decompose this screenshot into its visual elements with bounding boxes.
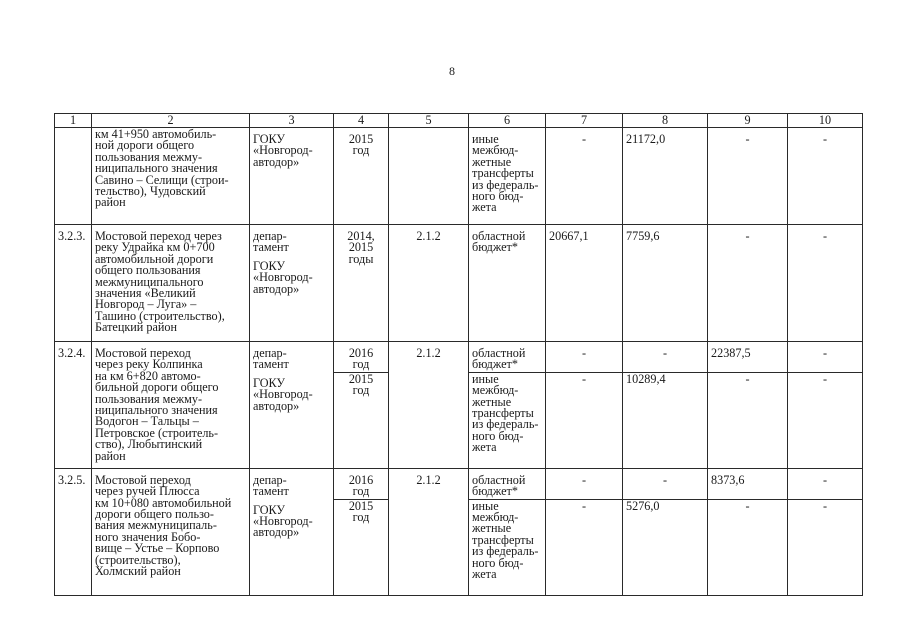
text-line: 2014, <box>347 229 375 243</box>
text-line: автодор» <box>253 398 300 413</box>
executor-cell <box>250 225 334 342</box>
text-line: из федераль- <box>472 544 539 559</box>
row-number-cell: 3.2.4. <box>55 342 92 469</box>
text-line: район <box>95 195 126 210</box>
text-line: из федераль- <box>472 417 539 432</box>
row-number-cell <box>55 128 92 225</box>
object-name-cell <box>92 342 250 469</box>
text-line: год <box>352 484 370 499</box>
text-line: «Новгород- <box>253 514 313 529</box>
text-line: из федераль- <box>472 177 539 192</box>
value-cell: - <box>708 372 788 468</box>
text-line: Мостовой переход через <box>95 229 222 243</box>
value-cell: - <box>788 342 863 373</box>
text-line: через ручей Плюсса <box>95 484 200 499</box>
text-line: иные <box>472 132 499 146</box>
text-line: ГОКУ <box>253 375 286 390</box>
text-line: областной <box>472 472 526 487</box>
executor-cell <box>250 128 334 225</box>
year-cell <box>334 372 389 468</box>
year-cell <box>334 225 389 342</box>
source-cell <box>469 499 546 595</box>
value-cell: 7759,6 <box>623 225 708 342</box>
code-cell: 2.1.2 <box>389 342 469 469</box>
text-line: ГОКУ <box>253 258 286 273</box>
value-cell: 8373,6 <box>708 468 788 499</box>
text-line: «Новгород- <box>253 270 313 285</box>
text-line: жета <box>472 440 497 455</box>
source-cell <box>469 342 546 373</box>
text-line: тамент <box>253 484 289 499</box>
text-line: Савино – Селищи (строи- <box>95 172 229 187</box>
text-line: Ташино (строительство), <box>95 308 225 323</box>
text-line: автомобильной дороги <box>95 251 214 266</box>
text-line: Батецкий район <box>95 320 178 335</box>
text-line: областной <box>472 229 526 243</box>
text-line: депар- <box>253 229 287 243</box>
text-line: пользования межму- <box>95 391 203 406</box>
value-cell: - <box>546 372 623 468</box>
text-line: «Новгород- <box>253 387 313 402</box>
text-line: ниципального значения <box>95 161 218 176</box>
text-line: Водогон – Тальцы – <box>95 414 199 429</box>
text-line: бюджет* <box>472 357 518 372</box>
text-line: пользования межму- <box>95 149 203 164</box>
text-line: ного значения Бобо- <box>95 529 201 544</box>
text-line: дороги общего пользо- <box>95 507 214 522</box>
year-cell <box>334 468 389 499</box>
text-line: жетные <box>472 154 512 169</box>
text-line: межбюд- <box>472 510 519 525</box>
text-line: ного бюд- <box>472 428 524 443</box>
text-line: год <box>352 383 370 398</box>
value-cell: - <box>546 499 623 595</box>
header-cell: 6 <box>469 114 546 128</box>
header-cell: 10 <box>788 114 863 128</box>
text-line: «Новгород- <box>253 143 313 158</box>
header-cell: 5 <box>389 114 469 128</box>
text-line: депар- <box>253 472 287 487</box>
text-line: тамент <box>253 357 289 372</box>
text-line: год <box>352 510 370 525</box>
value-cell: - <box>623 342 708 373</box>
text-line: межбюд- <box>472 383 519 398</box>
program-table <box>54 113 863 596</box>
text-line: ство), Любытинский <box>95 437 203 452</box>
text-line: трансферты <box>472 532 534 547</box>
table-row <box>55 225 863 342</box>
object-name-cell <box>92 468 250 595</box>
source-cell <box>469 468 546 499</box>
value-cell: - <box>546 342 623 373</box>
value-cell: 22387,5 <box>708 342 788 373</box>
text-line: ного бюд- <box>472 555 524 570</box>
table-row <box>55 468 863 499</box>
value-cell: - <box>546 128 623 225</box>
text-line: Мостовой переход <box>95 346 191 360</box>
text-line: значения «Великий <box>95 286 196 301</box>
year-cell <box>334 499 389 595</box>
object-name-cell <box>92 128 250 225</box>
text-line: ГОКУ <box>253 132 286 146</box>
page-number: 8 <box>449 64 455 78</box>
value-cell: - <box>708 225 788 342</box>
source-cell <box>469 225 546 342</box>
text-line: автодор» <box>253 525 300 540</box>
header-cell: 7 <box>546 114 623 128</box>
value-cell: - <box>708 499 788 595</box>
text-line: трансферты <box>472 166 534 181</box>
header-cell: 8 <box>623 114 708 128</box>
text-line: год <box>352 357 370 372</box>
source-cell <box>469 128 546 225</box>
code-cell: 2.1.2 <box>389 468 469 595</box>
value-cell: - <box>788 372 863 468</box>
text-line: Новгород – Луга» – <box>95 297 197 312</box>
text-line: на км 6+820 автомо- <box>95 368 201 383</box>
row-number-cell: 3.2.5. <box>55 468 92 595</box>
text-line: ГОКУ <box>253 502 286 517</box>
value-cell: - <box>788 499 863 595</box>
text-line: межбюд- <box>472 143 519 158</box>
text-line: 2015 <box>348 132 374 146</box>
text-line: ной дороги общего <box>95 138 195 153</box>
text-line: 2015 <box>348 240 374 255</box>
text-line: реку Удрайка км 0+700 <box>95 240 215 255</box>
text-line: (строительство), <box>95 552 181 567</box>
text-line: ного бюд- <box>472 189 524 204</box>
text-line: 2016 <box>348 346 374 360</box>
text-line: бюджет* <box>472 484 518 499</box>
text-line: бюджет* <box>472 240 518 255</box>
value-cell: - <box>788 128 863 225</box>
table-row <box>55 342 863 373</box>
value-cell: - <box>708 128 788 225</box>
year-cell <box>334 342 389 373</box>
header-cell: 9 <box>708 114 788 128</box>
header-row <box>55 114 863 128</box>
text-line: трансферты <box>472 406 534 421</box>
text-line: иные <box>472 372 499 386</box>
text-line: вище – Устье – Корпово <box>95 541 220 556</box>
value-cell: - <box>788 468 863 499</box>
text-line: Холмский район <box>95 564 181 579</box>
executor-cell <box>250 342 334 469</box>
text-line: через реку Колпинка <box>95 357 203 372</box>
text-line: общего пользования <box>95 263 201 278</box>
code-cell: 2.1.2 <box>389 225 469 342</box>
header-cell: 1 <box>55 114 92 128</box>
text-line: межмуниципального <box>95 274 204 289</box>
text-line: км 10+080 автомобильной <box>95 495 232 510</box>
value-cell: - <box>623 468 708 499</box>
row-number-cell: 3.2.3. <box>55 225 92 342</box>
text-line: тамент <box>253 240 289 255</box>
text-line: 2015 <box>348 499 374 513</box>
value-cell: 21172,0 <box>623 128 708 225</box>
year-cell <box>334 128 389 225</box>
text-line: тельство), Чудовский <box>95 184 206 199</box>
text-line: жета <box>472 200 497 215</box>
header-cell: 4 <box>334 114 389 128</box>
value-cell: 5276,0 <box>623 499 708 595</box>
value-cell: - <box>546 468 623 499</box>
text-line: иные <box>472 499 499 513</box>
text-line: областной <box>472 346 526 360</box>
text-line: Мостовой переход <box>95 472 191 487</box>
code-cell <box>389 128 469 225</box>
value-cell: 20667,1 <box>546 225 623 342</box>
text-line: бильной дороги общего <box>95 380 219 395</box>
executor-cell <box>250 468 334 595</box>
value-cell: - <box>788 225 863 342</box>
text-line: жетные <box>472 394 512 409</box>
text-line: жетные <box>472 521 512 536</box>
text-line: км 41+950 автомобиль- <box>95 127 217 141</box>
source-cell <box>469 372 546 468</box>
text-line: вания межмуниципаль- <box>95 518 217 533</box>
text-line: район <box>95 448 126 463</box>
text-line: автодор» <box>253 281 300 296</box>
text-line: 2016 <box>348 472 374 487</box>
text-line: ниципального значения <box>95 403 218 418</box>
text-line: Петровское (строитель- <box>95 425 219 440</box>
text-line: жета <box>472 567 497 582</box>
text-line: годы <box>348 251 374 266</box>
text-line: автодор» <box>253 154 300 169</box>
header-cell: 3 <box>250 114 334 128</box>
text-line: 2015 <box>348 372 374 386</box>
value-cell: 10289,4 <box>623 372 708 468</box>
table-row <box>55 128 863 225</box>
text-line: год <box>352 143 370 158</box>
text-line: депар- <box>253 346 287 360</box>
header-cell: 2 <box>92 114 250 128</box>
object-name-cell <box>92 225 250 342</box>
